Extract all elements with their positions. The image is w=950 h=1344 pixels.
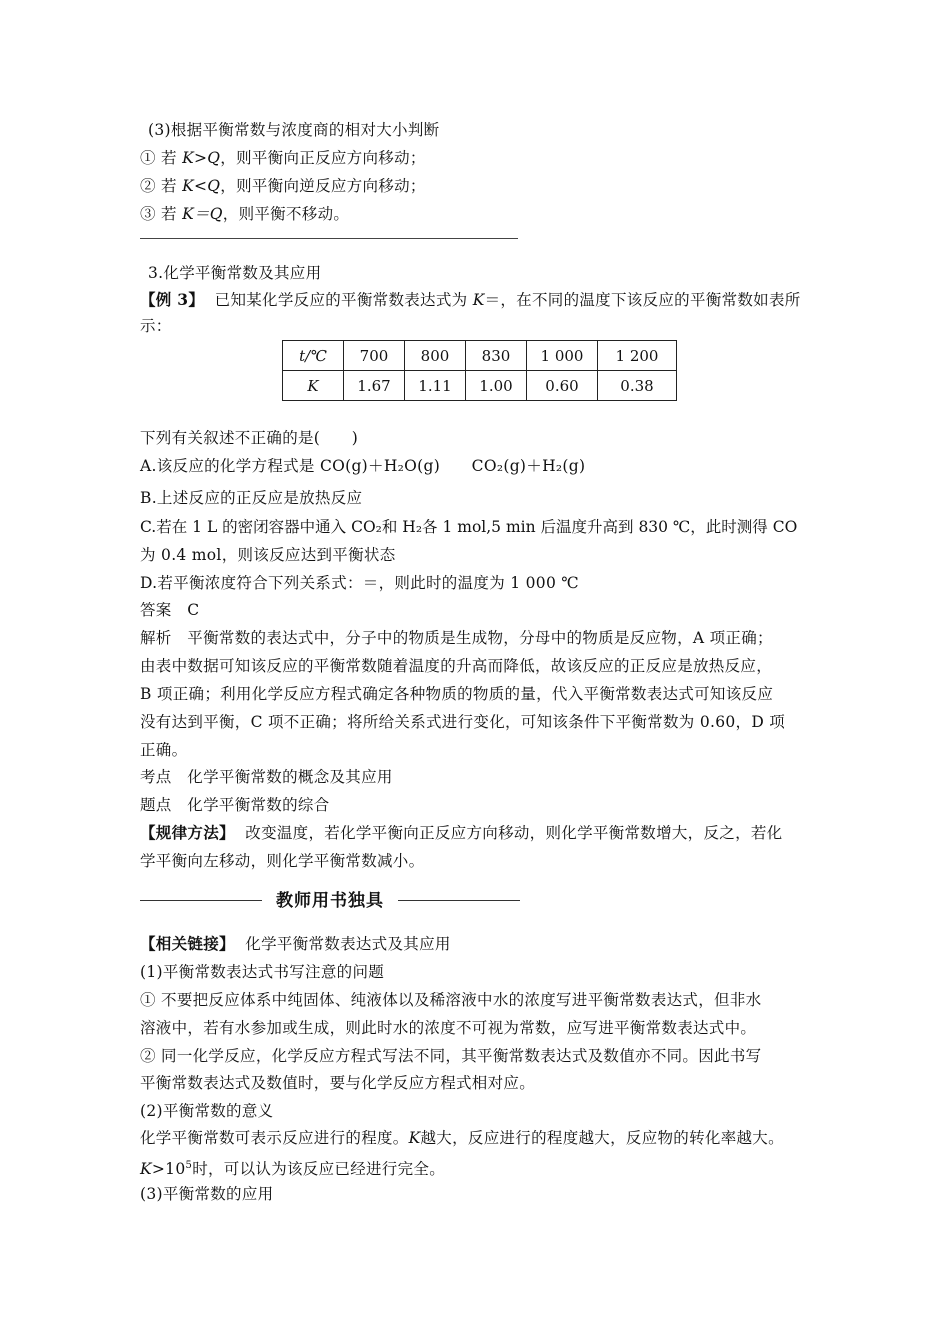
table-cell: 1 200 <box>598 341 677 371</box>
example-3-question: 下列有关叙述不正确的是( ) <box>140 429 359 447</box>
answer-label: 答案 <box>140 601 172 619</box>
table-row-label: K <box>283 371 344 401</box>
method-line-1: 【规律方法】 改变温度，若化学平衡向正反应方向移动，则化学平衡常数增大，反之，若化 <box>140 823 783 842</box>
table-cell: 1.67 <box>344 371 405 401</box>
analysis-line-5: 正确。 <box>140 741 188 759</box>
table-cell: 700 <box>344 341 405 371</box>
option-c-line-2: 为 0.4 mol，则该反应达到平衡状态 <box>140 546 396 564</box>
analysis-line-3: B 项正确；利用化学反应方程式确定各种物质的物质的量，代入平衡常数表达式可知该反应 <box>140 685 774 703</box>
related-p2-line-1: ② 同一化学反应，化学反应方程式写法不同，其平衡常数表达式及数值亦不同。因此书写 <box>140 1047 762 1065</box>
table-header-label: t/℃ <box>283 341 344 371</box>
answer <box>140 600 820 620</box>
table-row-k <box>283 371 677 401</box>
option-d: D.若平衡浓度符合下列关系式：＝，则此时的温度为 1 000 ℃ <box>140 574 579 592</box>
table-cell: 1.00 <box>466 371 527 401</box>
related-sub-3: (3)平衡常数的应用 <box>140 1185 274 1203</box>
tidian: 题点 化学平衡常数的综合 <box>140 796 330 814</box>
kaodian: 考点 化学平衡常数的概念及其应用 <box>140 768 393 786</box>
table-cell: 800 <box>405 341 466 371</box>
equilibrium-constant-table <box>282 340 677 401</box>
table-cell: 1 000 <box>527 341 598 371</box>
analysis-label: 解析 <box>140 629 172 647</box>
related-p1-line-1: ① 不要把反应体系中纯固体、纯液体以及稀溶液中水的浓度写进平衡常数表达式，但非水 <box>140 991 762 1009</box>
related-sub-1: (1)平衡常数表达式书写注意的问题 <box>140 963 385 981</box>
method-line-2: 学平衡向左移动，则化学平衡常数减小。 <box>140 852 425 870</box>
banner-rule-right <box>398 900 520 901</box>
table-cell: 1.11 <box>405 371 466 401</box>
section-3-title: 3.化学平衡常数及其应用 <box>148 264 322 282</box>
teacher-banner <box>140 888 520 914</box>
k-vs-q-case-3: ③ 若 K＝Q，则平衡不移动。 <box>140 205 350 223</box>
related-p3-line-2: $K>10^5$时，可以认为该反应已经进行完全。 <box>140 1160 445 1179</box>
table-cell: 0.38 <box>598 371 677 401</box>
option-b: B.上述反应的正反应是放热反应 <box>140 489 363 507</box>
option-c-line-1: C.若在 1 L 的密闭容器中通入 CO₂和 H₂各 1 mol,5 min 后温度升高到 830 ℃，此时测得 CO <box>140 518 798 536</box>
related-p2-line-2: 平衡常数表达式及数值时，要与化学反应方程式相对应。 <box>140 1074 536 1092</box>
related-p1-line-2: 溶液中，若有水参加或生成，则此时水的浓度不可视为常数，应写进平衡常数表达式中。 <box>140 1019 757 1037</box>
analysis-line-1: 解析 平衡常数的表达式中，分子中的物质是生成物，分母中的物质是反应物，A 项正确； <box>140 629 773 647</box>
teacher-banner-title: 教师用书独具 <box>276 891 384 911</box>
k-vs-q-heading: (3)根据平衡常数与浓度商的相对大小判断 <box>148 121 440 139</box>
related-sub-2: (2)平衡常数的意义 <box>140 1102 274 1120</box>
related-link-tag: 【相关链接】 <box>140 934 235 953</box>
section-divider <box>140 238 518 239</box>
answer-value: C <box>187 601 200 619</box>
kaodian-label: 考点 <box>140 768 172 786</box>
example-3-tag: 【例 3】 <box>140 290 205 309</box>
tidian-label: 题点 <box>140 796 172 814</box>
analysis-line-4: 没有达到平衡，C 项不正确；将所给关系式进行变化，可知该条件下平衡常数为 0.60，D 项 <box>140 713 786 731</box>
example-3-stem-line-2: 示： <box>140 317 172 335</box>
example-3-stem-line-1: 【例 3】 已知某化学反应的平衡常数表达式为 K＝，在不同的温度下该反应的平衡常数如表所 <box>140 290 801 309</box>
table-cell: 0.60 <box>527 371 598 401</box>
related-p3-line-1: 化学平衡常数可表示反应进行的程度。K越大，反应进行的程度越大，反应物的转化率越大。 <box>140 1129 784 1147</box>
k-vs-q-case-2: ② 若 K<Q，则平衡向逆反应方向移动； <box>140 177 426 195</box>
table-cell: 830 <box>466 341 527 371</box>
k-vs-q-case-1: ① 若 K>Q，则平衡向正反应方向移动； <box>140 149 426 167</box>
analysis-line-2: 由表中数据可知该反应的平衡常数随着温度的升高而降低，故该反应的正反应是放热反应， <box>140 657 773 675</box>
related-link-heading: 【相关链接】 化学平衡常数表达式及其应用 <box>140 934 451 953</box>
option-a: A.该反应的化学方程式是 CO(g)＋H₂O(g) CO₂(g)＋H₂(g) <box>140 457 586 475</box>
table-row-temperature <box>283 341 677 371</box>
method-tag: 【规律方法】 <box>140 823 235 842</box>
